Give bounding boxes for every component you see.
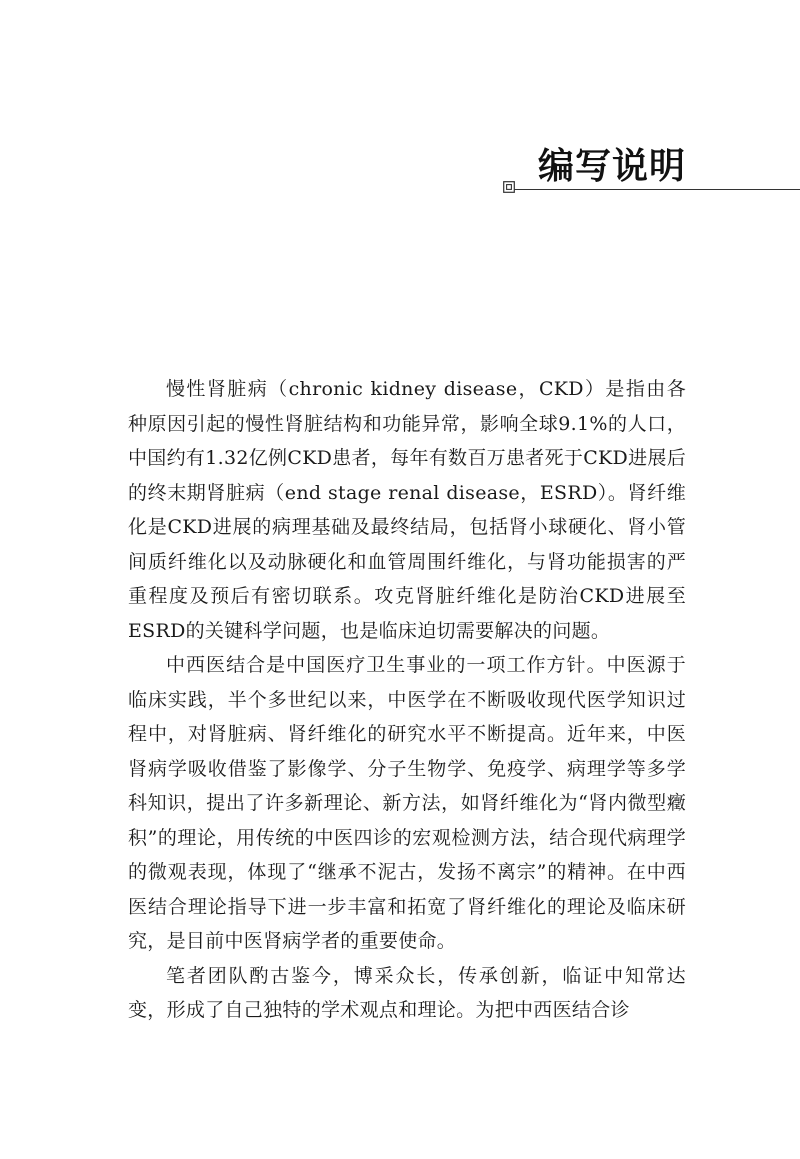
corner-ornament-icon — [503, 181, 515, 193]
paragraph-author-team: 笔者团队酌古鉴今，博采众长，传承创新，临证中知常达变，形成了自己独特的学术观点和理论。为把中西医结合诊 — [128, 964, 686, 1021]
body-text — [128, 372, 686, 1028]
page-title: 编写说明 — [538, 145, 687, 187]
paragraph-ckd-background: 慢性肾脏病（chronic kidney disease，CKD）是指由各种原因引起的慢性肾脏结构和功能异常，影响全球9.1%的人口，中国约有1.32亿例CKD患者，每年有数百万患者死于CKD进展后的终末期肾脏病（end stage renal disease，ESRD）。肾纤维化是CKD进展的病理基础及最终结局，包括肾小球硬化、肾小管间质纤维化以及动脉硬化和血管周围纤维化，与肾功能损害的严重程度及预后有密切联系。攻克肾脏纤维化是防治CKD进展至ESRD的关键科学问题，也是临床迫切需要解决的问题。 — [128, 378, 686, 642]
paragraph-integrated-medicine: 中西医结合是中国医疗卫生事业的一项工作方针。中医源于临床实践，半个多世纪以来，中医学在不断吸收现代医学知识过程中，对肾脏病、肾纤维化的研究水平不断提高。近年来，中医肾病学吸收借鉴了影像学、分子生物学、免疫学、病理学等多学科知识，提出了许多新理论、新方法，如肾纤维化为“肾内微型癥积”的理论，用传统的中医四诊的宏观检测方法，结合现代病理学的微观表现，体现了“继承不泥古，发扬不离宗”的精神。在中西医结合理论指导下进一步丰富和拓宽了肾纤维化的理论及临床研究，是目前中医肾病学者的重要使命。 — [128, 654, 686, 952]
